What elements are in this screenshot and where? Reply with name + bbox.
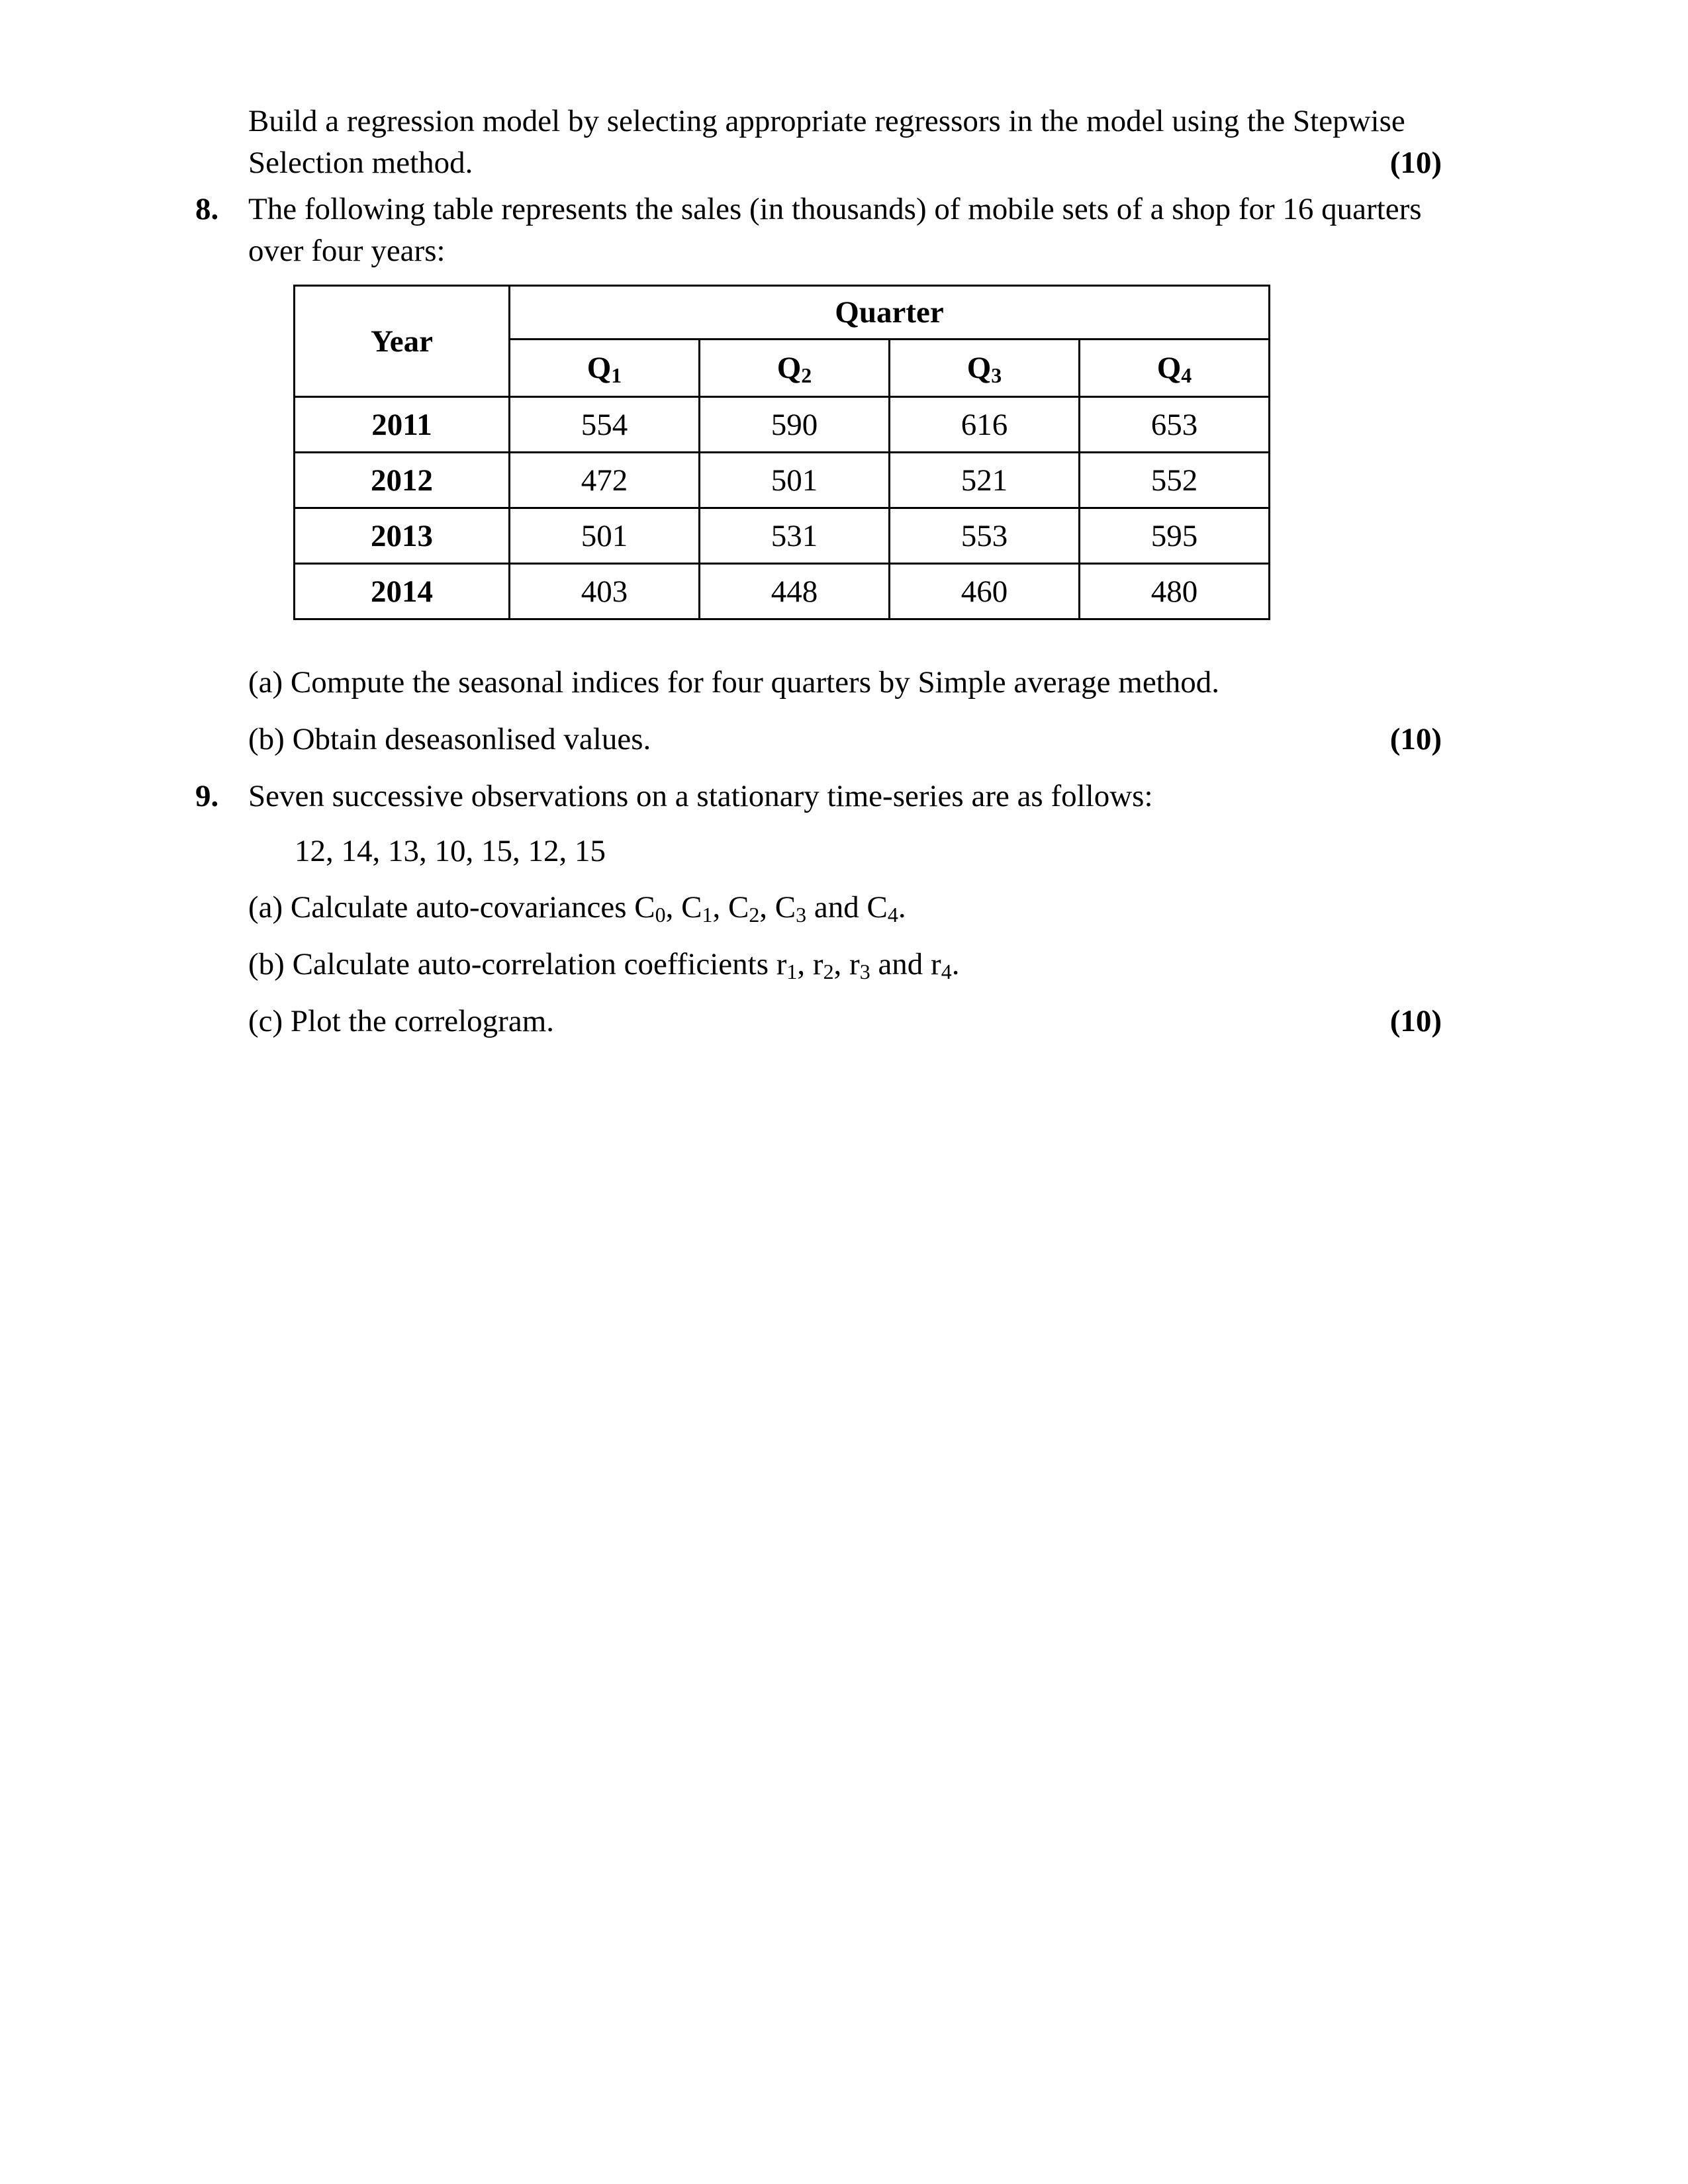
cell-2013-q4: 595 [1080, 508, 1270, 564]
cell-2011-q1: 554 [510, 397, 700, 453]
cell-2014-q4: 480 [1080, 564, 1270, 619]
header-year: Year [295, 286, 510, 397]
question9-part-c-label: (c) [248, 1004, 283, 1038]
question9-part-a-sub0: 0 [655, 903, 666, 927]
question9-part-a-sub1: 1 [702, 903, 713, 927]
cell-2013-q2: 531 [700, 508, 890, 564]
question8-stem-line1: The following table represents the sales (in thousands) of mobile sets of a shop for 16 quarters [248, 192, 1422, 226]
question8-part-a-text: Compute the seasonal indices for four quarters by Simple average method. [290, 665, 1219, 700]
question9-part-a-sub2: 2 [749, 903, 760, 927]
cell-2014-q2: 448 [700, 564, 890, 619]
header-quarter-4-sub: 4 [1181, 364, 1192, 388]
table-row [295, 453, 1270, 508]
question8-part-a-label: (a) [248, 665, 283, 700]
question9-part-a-t1: , C [665, 890, 702, 925]
question9-part-b-sub3: 3 [859, 960, 870, 984]
question7-tail-line1: Build a regression model by selecting appropriate regressors in the model using the Stepwise [248, 104, 1405, 138]
question9-part-b-t2: , r [797, 947, 823, 981]
question8-part-b [248, 719, 1109, 760]
question7-tail-line2: Selection method. [248, 146, 473, 180]
header-quarter-3-sub: 3 [991, 364, 1002, 388]
header-quarter-4-base: Q [1156, 351, 1182, 385]
cell-2013-q3: 553 [890, 508, 1080, 564]
cell-2011-q3: 616 [890, 397, 1080, 453]
sales-table-head [295, 286, 1270, 397]
question8-stem-line2: over four years: [248, 234, 445, 268]
header-quarter-3-base: Q [966, 351, 992, 385]
question9-part-a [248, 887, 1307, 929]
question9-part-c-text: Plot the correlogram. [290, 1004, 554, 1038]
question9-part-b-t4: and r [870, 947, 941, 981]
question9-part-b-t3: , r [833, 947, 860, 981]
question9-part-a-label: (a) [248, 890, 283, 925]
question8-marks: (10) [1389, 722, 1442, 756]
row-year-2011: 2011 [295, 397, 510, 453]
header-quarter-2-sub: 2 [801, 364, 812, 388]
row-year-2013: 2013 [295, 508, 510, 564]
cell-2011-q2: 590 [700, 397, 890, 453]
question9-part-c [248, 1001, 1043, 1042]
header-quarter-2 [700, 340, 890, 397]
header-quarter-group: Quarter [510, 286, 1270, 340]
row-year-2012: 2012 [295, 453, 510, 508]
cell-2014-q3: 460 [890, 564, 1080, 619]
sales-table [293, 285, 1270, 620]
question9-part-b [248, 944, 1307, 985]
question9-part-b-label: (b) [248, 947, 285, 981]
cell-2014-q1: 403 [510, 564, 700, 619]
header-quarter-1 [510, 340, 700, 397]
question9-part-a-t4: and C [806, 890, 888, 925]
table-row [295, 508, 1270, 564]
cell-2012-q2: 501 [700, 453, 890, 508]
question9-part-a-sub4: 4 [887, 903, 898, 927]
cell-2012-q1: 472 [510, 453, 700, 508]
question9-stem: Seven successive observations on a stationary time-series are as follows: [248, 779, 1153, 813]
cell-2012-q4: 552 [1080, 453, 1270, 508]
question9-part-a-t2: , C [712, 890, 749, 925]
table-row [295, 564, 1270, 619]
question9-part-b-prefix: Calculate auto-correlation coefficients r [292, 947, 787, 981]
cell-2011-q4: 653 [1080, 397, 1270, 453]
header-quarter-2-base: Q [776, 351, 802, 385]
question8-number: 8. [195, 192, 219, 226]
question9-part-b-sub1: 1 [786, 960, 798, 984]
question9-part-a-sub3: 3 [796, 903, 807, 927]
header-quarter-4 [1080, 340, 1270, 397]
question8-part-b-label: (b) [248, 722, 285, 756]
question7-marks: (10) [1389, 146, 1442, 180]
table-header-row-group [295, 286, 1270, 340]
question9-number: 9. [195, 779, 219, 813]
question9-part-a-suffix: . [898, 890, 906, 925]
question9-part-b-sub2: 2 [823, 960, 834, 984]
sales-table-body [295, 397, 1270, 619]
header-quarter-1-base: Q [586, 351, 612, 385]
question9-series: 12, 14, 13, 10, 15, 12, 15 [295, 834, 606, 868]
header-quarter-3 [890, 340, 1080, 397]
question9-part-b-sub4: 4 [941, 960, 952, 984]
question9-marks: (10) [1389, 1004, 1442, 1038]
question8-part-a [248, 662, 1307, 704]
row-year-2014: 2014 [295, 564, 510, 619]
question9-part-a-t3: , C [759, 890, 796, 925]
sales-table-container [293, 285, 1270, 620]
cell-2013-q1: 501 [510, 508, 700, 564]
question8-part-b-text: Obtain deseasonlised values. [292, 722, 651, 756]
table-row [295, 397, 1270, 453]
question9-part-b-suffix: . [951, 947, 960, 981]
header-quarter-1-sub: 1 [611, 364, 622, 388]
cell-2012-q3: 521 [890, 453, 1080, 508]
question9-part-a-prefix: Calculate auto-covariances C [290, 890, 655, 925]
